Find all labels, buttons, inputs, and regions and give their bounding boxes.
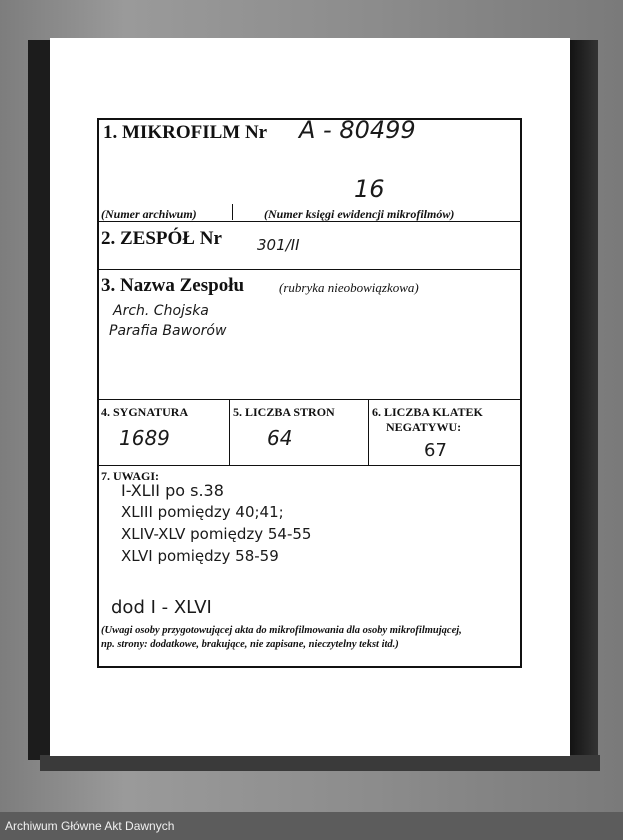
nazwa-line: Arch. Chojska (113, 303, 209, 319)
uwagi-dod: dod I - XLVI (111, 597, 212, 618)
uwagi-line: I-XLII po s.38 (121, 481, 224, 500)
strony-value: 64 (267, 426, 293, 450)
divider (99, 221, 520, 222)
klatki-label: 6. LICZBA KLATEK (372, 405, 483, 419)
strony-label: 5. LICZBA STRON (233, 405, 335, 419)
mikrofilm-label: 1. MIKROFILM Nr (103, 122, 268, 143)
divider (99, 399, 520, 400)
divider (99, 465, 520, 466)
divider (232, 204, 233, 220)
divider (99, 269, 520, 270)
sygnatura-value: 1689 (119, 426, 170, 450)
numer-ksiegi-label: (Numer księgi ewidencji mikrofilmów) (264, 207, 455, 221)
nazwa-line: Parafia Baworów (109, 323, 227, 339)
scan-shadow-bottom (40, 755, 600, 771)
uwagi-note: (Uwagi osoby przygotowującej akta do mikrofilmowania dla osoby mikrofilmującej, (101, 625, 462, 636)
archive-caption: Archiwum Główne Akt Dawnych (0, 812, 623, 840)
sygnatura-label: 4. SYGNATURA (101, 405, 189, 419)
divider (368, 399, 369, 465)
zespol-label: 2. ZESPÓŁ Nr (101, 228, 222, 249)
scan-shadow-left (28, 40, 52, 760)
uwagi-line: XLVI pomiędzy 58-59 (121, 547, 279, 565)
zespol-value: 301/II (257, 236, 300, 254)
uwagi-note-2: np. strony: dodatkowe, brakujące, nie zapisane, nieczytelny tekst itd.) (101, 639, 399, 650)
uwagi-line: XLIII pomiędzy 40;41; (121, 503, 284, 521)
numer-archiwum-label: (Numer archiwum) (101, 207, 197, 221)
uwagi-label: 7. UWAGI: (101, 469, 160, 483)
nazwa-label: 3. Nazwa Zespołu (101, 275, 245, 296)
scan-shadow-right (568, 40, 598, 770)
uwagi-line: XLIV-XLV pomiędzy 54-55 (121, 525, 312, 543)
divider (229, 399, 230, 465)
nazwa-note: (rubryka nieobowiązkowa) (279, 280, 419, 295)
klatki-value: 67 (424, 440, 447, 461)
mikrofilm-value: A - 80499 (299, 116, 416, 144)
microfilm-form (97, 118, 522, 668)
klatki-label-2: NEGATYWU: (386, 420, 462, 434)
ksiega-value: 16 (354, 175, 385, 203)
